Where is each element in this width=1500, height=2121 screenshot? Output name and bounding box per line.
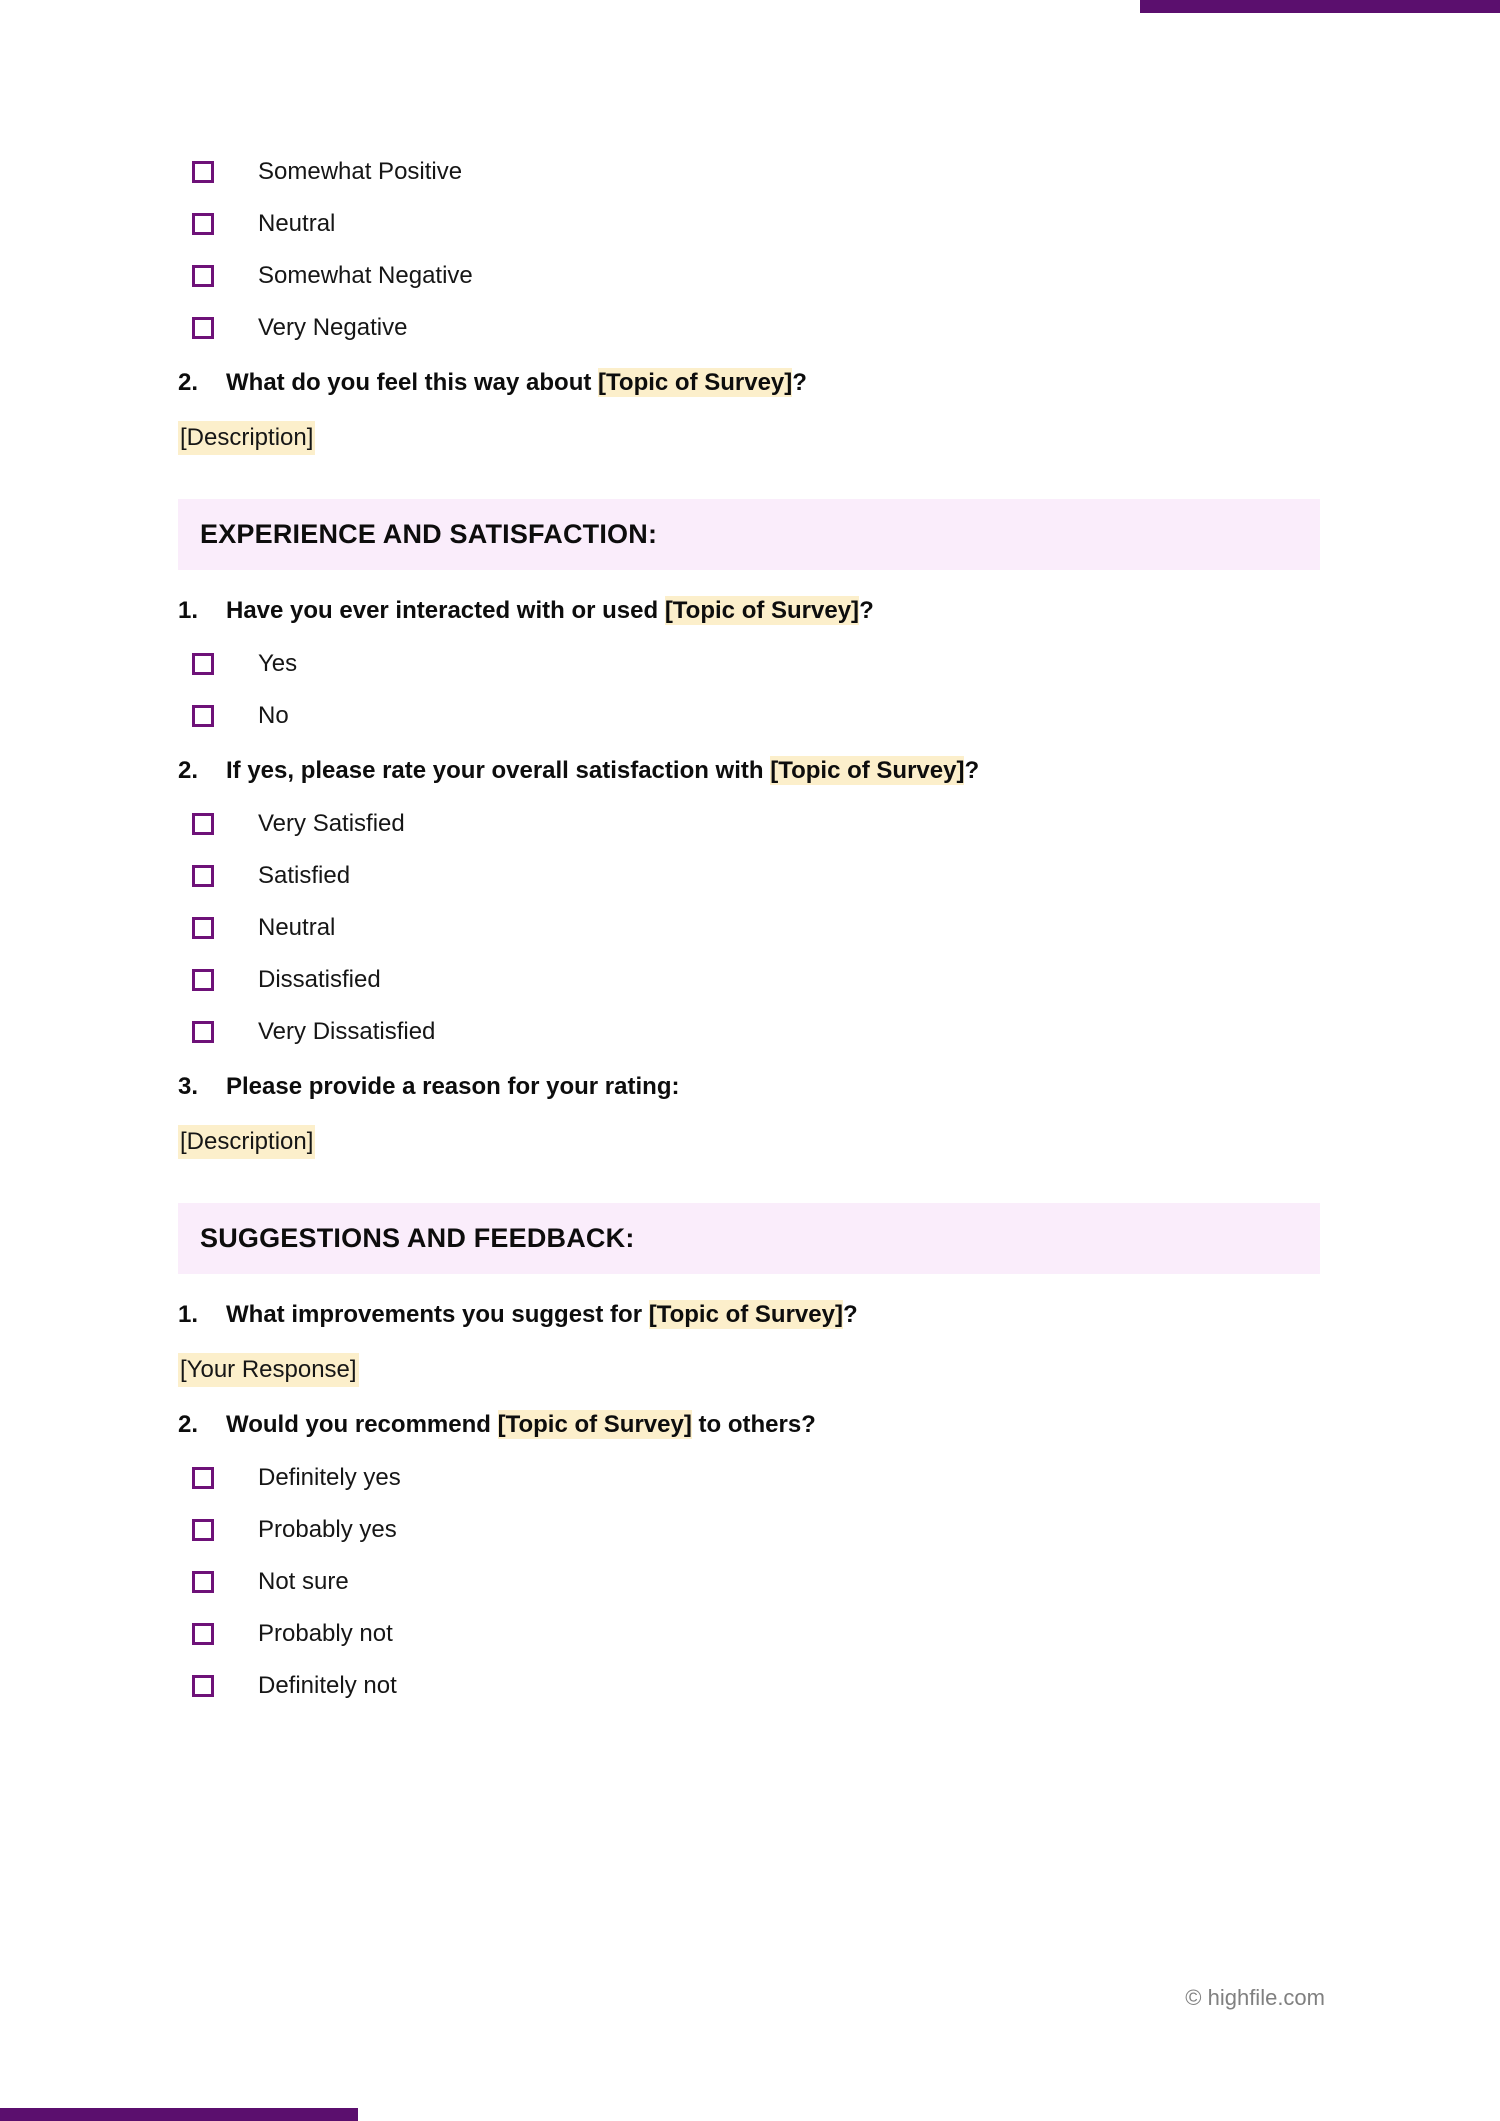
question-number: 2. [178,1411,199,1439]
option-row[interactable] [178,212,1323,236]
answer-placeholder[interactable]: [Description] [178,1125,315,1159]
question-text-before: What improvements you suggest for [226,1300,649,1328]
option-label: Somewhat Negative [258,262,473,289]
question-text-after: ? [964,756,980,784]
question-text [226,596,1323,626]
question-placeholder-highlight: [Topic of Survey] [664,596,860,624]
option-label: Very Dissatisfied [258,1017,436,1045]
question-number: 3. [178,1072,199,1100]
option-label: No [258,701,289,729]
option-label: Satisfied [258,861,351,889]
option-list-yes-no [178,649,1323,729]
checkbox-icon[interactable] [192,265,214,287]
question-placeholder-highlight: [Topic of Survey] [770,756,965,784]
option-label: Definitely yes [258,1464,401,1492]
question-text-before: What do you feel this way about [226,369,599,396]
option-label: Very Negative [258,314,408,341]
question-placeholder-highlight: [Topic of Survey] [598,369,793,396]
checkbox-icon[interactable] [192,213,214,235]
answer-placeholder-row [178,1356,1323,1385]
option-row[interactable] [178,1518,1323,1542]
question-row [178,1300,1323,1330]
option-row[interactable] [178,701,1323,729]
question-text-after: ? [859,596,874,624]
question-row [178,368,1323,398]
option-list-satisfaction [178,809,1323,1045]
option-row[interactable] [178,1570,1323,1594]
checkbox-icon[interactable] [192,317,214,339]
question-row [178,1410,1323,1440]
checkbox-icon[interactable] [192,1623,214,1645]
section-header-band [178,499,1320,570]
option-row[interactable] [178,316,1323,340]
checkbox-icon[interactable] [192,161,214,183]
checkbox-icon[interactable] [192,1571,214,1593]
question-row [178,756,1323,786]
question-placeholder-highlight: [Topic of Survey] [497,1411,692,1439]
section-title: SUGGESTIONS AND FEEDBACK: [200,1222,635,1253]
section-title: EXPERIENCE AND SATISFACTION: [200,518,658,549]
option-list-recommendation [178,1466,1323,1698]
option-label: Probably yes [258,1516,397,1544]
option-label: Somewhat Positive [258,158,463,185]
option-label: Neutral [258,210,336,237]
option-row[interactable] [178,965,1323,993]
checkbox-icon[interactable] [192,653,214,675]
option-row[interactable] [178,649,1323,677]
option-label: Neutral [258,913,336,941]
question-text-before: Would you recommend [226,1411,498,1439]
question-text-before: If yes, please rate your overall satisfaction with [226,756,771,784]
checkbox-icon[interactable] [192,813,214,835]
option-row[interactable] [178,1466,1323,1490]
question-number: 2. [178,756,199,784]
option-row[interactable] [178,1017,1323,1045]
document-content [178,160,1323,1726]
option-row[interactable] [178,913,1323,941]
option-label: Definitely not [258,1672,397,1700]
checkbox-icon[interactable] [192,1021,214,1043]
section-header-band [178,1203,1320,1274]
question-text [226,756,1323,786]
question-text [226,368,1323,398]
option-row[interactable] [178,160,1323,184]
checkbox-icon[interactable] [192,1675,214,1697]
question-number: 2. [178,369,199,396]
option-row[interactable] [178,861,1323,889]
option-row[interactable] [178,264,1323,288]
checkbox-icon[interactable] [192,865,214,887]
bottom-left-accent-rule [0,2108,358,2121]
question-text-after: to others? [691,1411,816,1439]
answer-placeholder-row [178,1128,1323,1157]
checkbox-icon[interactable] [192,917,214,939]
answer-placeholder[interactable]: [Description] [178,421,315,455]
question-placeholder-highlight: [Topic of Survey] [648,1300,843,1328]
checkbox-icon[interactable] [192,705,214,727]
question-row [178,596,1323,626]
question-text-after: ? [842,1300,858,1328]
continued-option-list [178,160,1323,340]
option-row[interactable] [178,1674,1323,1698]
answer-placeholder-row [178,424,1323,453]
question-text-before: Have you ever interacted with or used [226,596,665,624]
option-label: Yes [258,649,298,677]
checkbox-icon[interactable] [192,1467,214,1489]
answer-placeholder[interactable]: [Your Response] [178,1353,359,1387]
option-row[interactable] [178,1622,1323,1646]
option-label: Probably not [258,1620,393,1648]
top-right-accent-rule [1140,0,1500,13]
checkbox-icon[interactable] [192,1519,214,1541]
footer-copyright: © highfile.com [1185,1985,1325,2010]
question-row [178,1072,1323,1102]
question-text: Please provide a reason for your rating: [226,1072,680,1100]
question-text [226,1410,1323,1440]
option-label: Dissatisfied [258,965,381,993]
option-label: Very Satisfied [258,809,405,837]
question-number: 1. [178,596,199,624]
question-text [226,1300,1323,1330]
checkbox-icon[interactable] [192,969,214,991]
question-text-after: ? [792,369,807,396]
option-label: Not sure [258,1568,349,1596]
question-number: 1. [178,1300,199,1328]
option-row[interactable] [178,809,1323,837]
